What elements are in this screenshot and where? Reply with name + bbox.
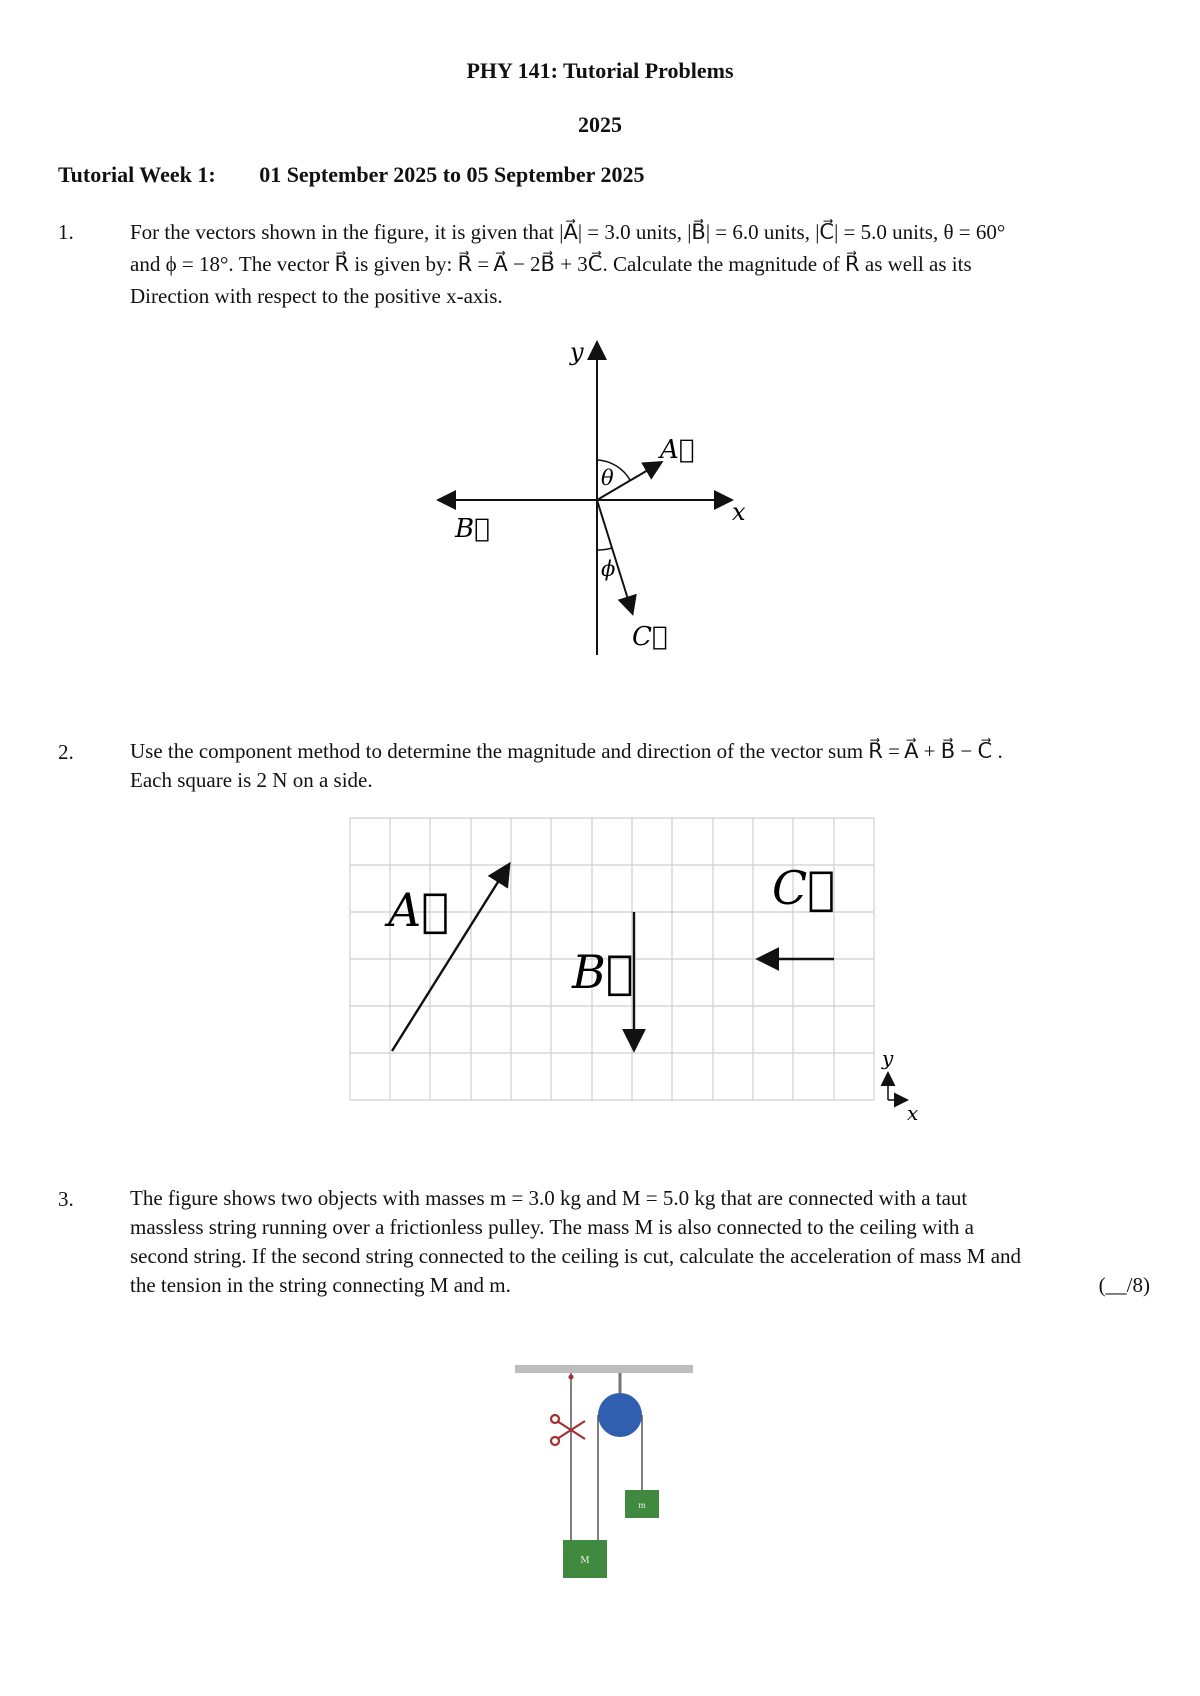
pulley (598, 1393, 642, 1437)
question-3-line: second string. If the second string connected to the ceiling is cut, calculate the acceleration of mass M and (130, 1244, 1022, 1268)
question-3-text (130, 1184, 1150, 1300)
phi-label: ϕ (601, 557, 616, 581)
vector-a-label: A⃗ (660, 435, 695, 465)
question-1-number: 1. (58, 220, 74, 244)
vector-b-label: B⃗ (572, 945, 634, 999)
page-year: 2025 (578, 112, 622, 137)
vector-c-label: C⃗ (772, 861, 835, 915)
theta-label: θ (601, 466, 614, 490)
vector-c-label: C⃗ (632, 622, 668, 652)
small-y-axis-label: y (882, 1046, 894, 1070)
question-1-line: and ϕ = 18°. The vector R⃗ is given by: R⃗ = A⃗ − 2B⃗ + 3C⃗. Calculate the magnitude of R⃗ as well as its (130, 252, 972, 276)
week-label: Tutorial Week 1: (58, 162, 216, 187)
small-mass-label: m (638, 1501, 646, 1510)
question-2-line: Each square is 2 N on a side. (130, 768, 373, 792)
question-3-line: massless string running over a frictionless pulley. The mass M is also connected to the ceiling with a (130, 1215, 974, 1239)
scissors-icon (551, 1415, 585, 1445)
phi-arc (597, 548, 612, 550)
question-3-number: 3. (58, 1187, 74, 1211)
question-1-vector-figure (420, 330, 780, 660)
question-3-line: The figure shows two objects with masses m = 3.0 kg and M = 5.0 kg that are connected with a taut (130, 1186, 968, 1210)
question-1-line: For the vectors shown in the figure, it is given that |A⃗| = 3.0 units, |B⃗| = 6.0 units, |C⃗| = 5.0 units, θ = 60° (130, 220, 1006, 244)
question-2-number: 2. (58, 740, 74, 764)
ceiling (515, 1365, 693, 1373)
vector-a-label: A⃗ (388, 883, 449, 937)
marks-label: (__/8) (1098, 1273, 1150, 1297)
y-axis-label: y (570, 338, 584, 366)
vector-c-arrow (597, 500, 632, 612)
question-3-line-text: the tension in the string connecting M and m. (130, 1273, 511, 1297)
page-title: PHY 141: Tutorial Problems (466, 58, 734, 83)
question-2-line: Use the component method to determine the magnitude and direction of the vector sum R⃗ = A⃗ + B⃗ − C⃗ . (130, 739, 1003, 763)
small-x-axis-label: x (907, 1101, 919, 1125)
question-3-line (130, 1271, 1150, 1300)
x-axis-label: x (732, 498, 746, 526)
vector-b-label: B⃗ (455, 514, 490, 544)
string-anchor (569, 1375, 574, 1380)
tutorial-week (58, 162, 645, 188)
big-mass-label: M (580, 1556, 590, 1566)
question-1-line: Direction with respect to the positive x-axis. (130, 284, 503, 308)
question-2-text (130, 737, 1150, 795)
question-1-text (130, 216, 1150, 312)
question-2-grid-figure (340, 808, 940, 1128)
question-3-pulley-figure (505, 1355, 705, 1585)
week-range: 01 September 2025 to 05 September 2025 (259, 162, 645, 187)
